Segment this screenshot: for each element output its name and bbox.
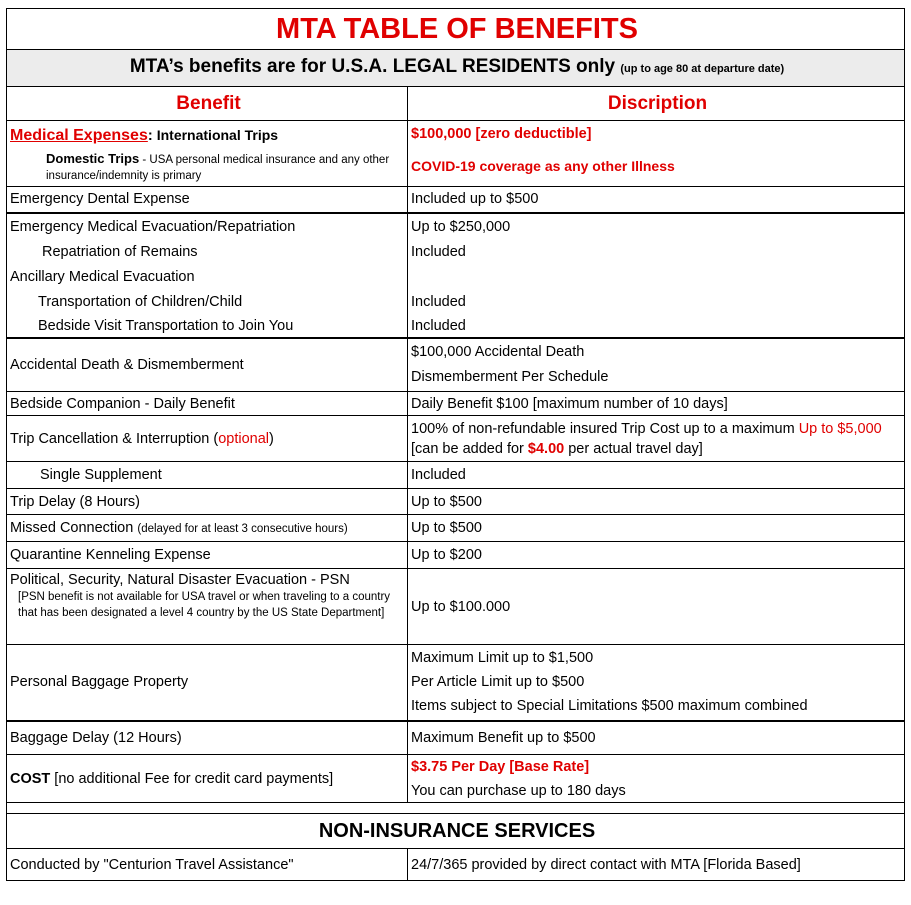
cost-note: [no additional Fee for credit card payments] [50, 770, 334, 787]
single-desc: Included [408, 462, 905, 489]
kennel-desc: Up to $200 [408, 542, 905, 569]
cost-d1: $3.75 Per Day [Base Rate] [411, 758, 590, 775]
add-benefit: Accidental Death & Dismemberment [7, 338, 408, 392]
benefits-table [6, 8, 905, 881]
baggage-d1: Maximum Limit up to $1,500 [411, 650, 594, 667]
evac-d5: Included [411, 317, 466, 334]
header-description: Discription [408, 87, 905, 121]
evac-d4: Included [411, 293, 466, 310]
medical-domestic-label: Domestic Trips [46, 150, 140, 166]
trip-cancel-desc-b: [can be added for [411, 440, 528, 457]
bag-delay-benefit: Baggage Delay (12 Hours) [7, 721, 408, 755]
evac-b5: Bedside Visit Transportation to Join You [38, 317, 294, 334]
header-benefit: Benefit [7, 87, 408, 121]
baggage-desc-cell [408, 645, 905, 721]
non-insurance-title: NON-INSURANCE SERVICES [7, 814, 905, 849]
medical-domestic-note: - USA personal medical insurance and any other insurance/indemnity is primary [46, 153, 390, 182]
non-insurance-benefit: Conducted by "Centurion Travel Assistance" [7, 849, 408, 881]
add-d1: $100,000 Accidental Death [411, 344, 585, 361]
evac-b1: Emergency Medical Evacuation/Repatriation [10, 218, 296, 235]
baggage-d3: Items subject to Special Limitations $500 maximum combined [411, 698, 808, 715]
dental-desc: Included up to $500 [408, 187, 905, 213]
baggage-d2: Per Article Limit up to $500 [411, 674, 585, 691]
evac-b2: Repatriation of Remains [42, 243, 198, 260]
trip-cancel-optional: optional [218, 430, 269, 447]
page-title: MTA TABLE OF BENEFITS [7, 9, 905, 50]
psn-note: [PSN benefit is not available for USA travel or when traveling to a country that has been designated a level 4 country by the US State Department] [18, 591, 391, 619]
missed-desc: Up to $500 [408, 515, 905, 542]
bag-delay-desc: Maximum Benefit up to $500 [408, 721, 905, 755]
missed-benefit: Missed Connection [10, 520, 134, 536]
trip-cancel-benefit: Trip Cancellation & Interruption ( [10, 430, 219, 447]
cost-label: COST [10, 770, 51, 787]
companion-desc: Daily Benefit $100 [maximum number of 10 days] [408, 392, 905, 416]
add-desc-cell [408, 338, 905, 392]
baggage-benefit: Personal Baggage Property [7, 645, 408, 721]
trip-cancel-desc-red: Up to $5,000 [798, 420, 882, 437]
trip-cancel-desc-cell [408, 416, 905, 462]
add-d2: Dismemberment Per Schedule [411, 369, 609, 386]
dental-benefit: Emergency Dental Expense [7, 187, 408, 213]
cost-d2: You can purchase up to 180 days [411, 782, 626, 799]
evac-d2: Included [411, 243, 466, 260]
medical-desc-cell [408, 121, 905, 187]
medical-benefit-cell [7, 121, 408, 187]
medical-desc-2: COVID-19 coverage as any other Illness [411, 158, 675, 174]
trip-cancel-price: $4.00 [527, 440, 565, 457]
psn-benefit: Political, Security, Natural Disaster Evacuation - PSN [10, 572, 350, 588]
trip-cancel-close: ) [269, 430, 274, 447]
trip-cancel-desc-a: 100% of non-refundable insured Trip Cost up to a maximum [411, 420, 799, 437]
psn-benefit-cell [7, 569, 408, 645]
evac-desc-cell [408, 213, 905, 338]
non-insurance-desc: 24/7/365 provided by direct contact with MTA [Florida Based] [408, 849, 905, 881]
missed-benefit-cell [7, 515, 408, 542]
trip-cancel-benefit-cell [7, 416, 408, 462]
psn-desc: Up to $100.000 [408, 569, 905, 645]
missed-note: (delayed for at least 3 consecutive hours) [137, 523, 348, 535]
medical-label: Medical Expenses [10, 126, 148, 144]
subtitle-main: MTA’s benefits are for U.S.A. LEGAL RESIDENTS only [129, 56, 616, 77]
evac-b4: Transportation of Children/Child [38, 293, 243, 310]
cost-desc-cell [408, 755, 905, 803]
medical-desc-1: $100,000 [zero deductible] [411, 126, 592, 142]
medical-intl: International Trips [156, 126, 279, 143]
evac-benefit-cell [7, 213, 408, 338]
subtitle-note: (up to age 80 at departure date) [620, 63, 785, 75]
spacer-row [7, 803, 905, 814]
trip-delay-benefit: Trip Delay (8 Hours) [7, 489, 408, 515]
single-benefit: Single Supplement [7, 462, 408, 489]
medical-colon: : [147, 127, 153, 144]
trip-cancel-desc-c: per actual travel day] [564, 440, 703, 457]
companion-benefit: Bedside Companion - Daily Benefit [7, 392, 408, 416]
trip-delay-desc: Up to $500 [408, 489, 905, 515]
evac-d1: Up to $250,000 [411, 218, 511, 235]
cost-benefit-cell [7, 755, 408, 803]
kennel-benefit: Quarantine Kenneling Expense [7, 542, 408, 569]
subtitle [7, 50, 905, 87]
evac-b3: Ancillary Medical Evacuation [10, 268, 195, 285]
